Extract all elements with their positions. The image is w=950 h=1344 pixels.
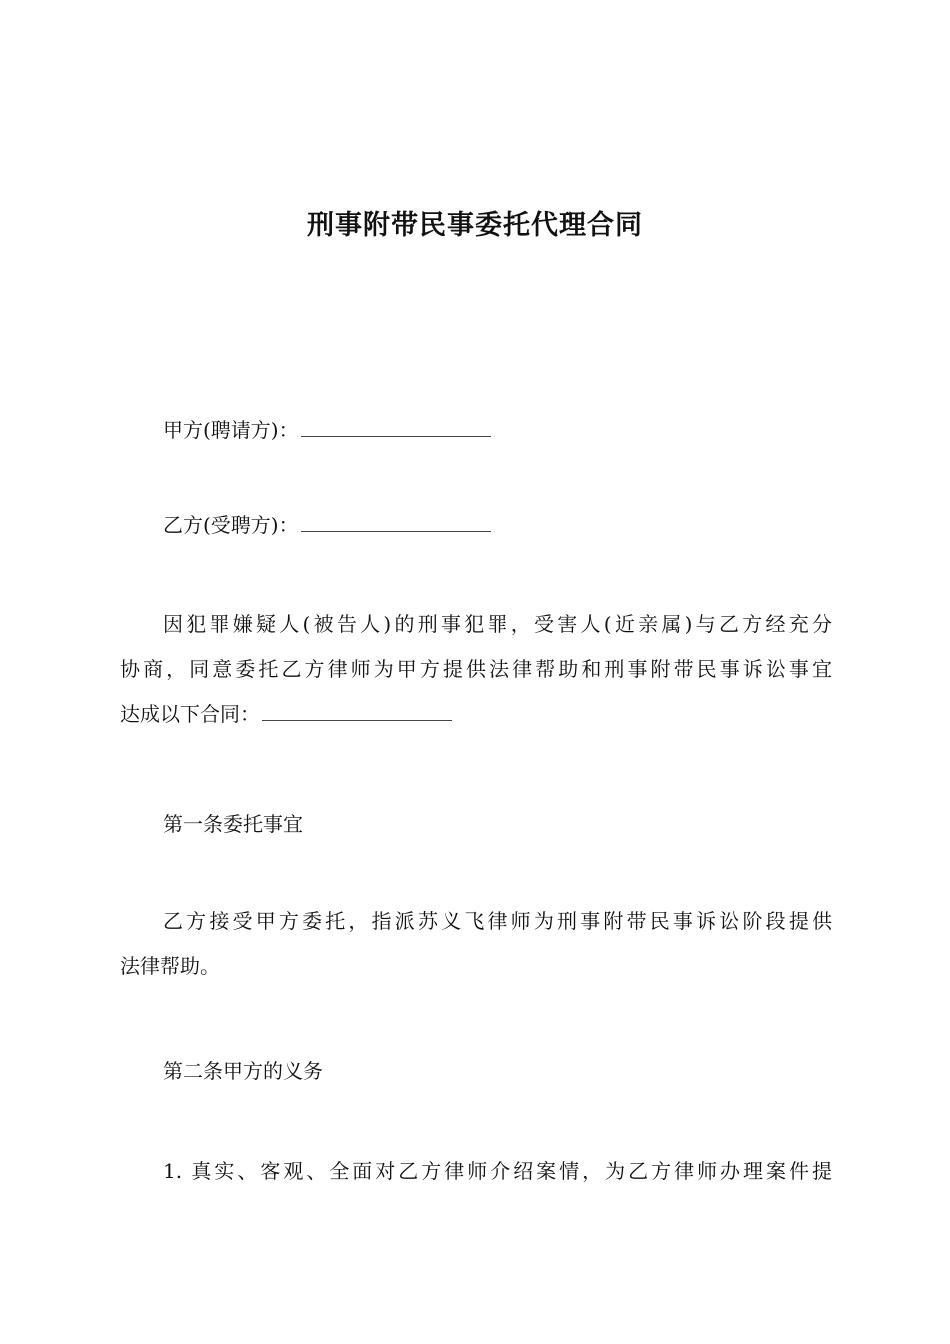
article-2-item-1-row-1: 1. 真实、客观、全面对乙方律师介绍案情，为乙方律师办理案件提: [163, 1159, 832, 1183]
intro-row-3: [120, 692, 832, 737]
party-a-blank: [301, 435, 491, 437]
article-1-row-1: 乙方接受甲方委托，指派苏义飞律师为刑事附带民事诉讼阶段提供: [163, 909, 832, 933]
party-a-label: 甲方(聘请方)：: [163, 418, 299, 442]
article-1-body: [120, 899, 832, 989]
intro-blank: [262, 719, 452, 721]
article-2-item-1: [120, 1149, 832, 1194]
party-a-line: [163, 409, 831, 451]
party-b-label: 乙方(受聘方)：: [163, 513, 299, 537]
party-b-blank: [301, 530, 491, 532]
article-2-heading: 第二条甲方的义务: [163, 1059, 323, 1083]
intro-row-2: 协商，同意委托乙方律师为甲方提供法律帮助和刑事附带民事诉讼事宜: [120, 657, 832, 681]
article-1-heading: 第一条委托事宜: [163, 812, 303, 836]
intro-paragraph: [120, 602, 832, 737]
intro-row-1: 因犯罪嫌疑人(被告人)的刑事犯罪，受害人(近亲属)与乙方经充分: [163, 612, 832, 636]
document-title: 刑事附带民事委托代理合同: [307, 210, 643, 241]
intro-row-3-text: 达成以下合同：: [120, 702, 260, 726]
party-b-line: [163, 504, 831, 546]
article-1-row-2: 法律帮助。: [120, 954, 220, 978]
